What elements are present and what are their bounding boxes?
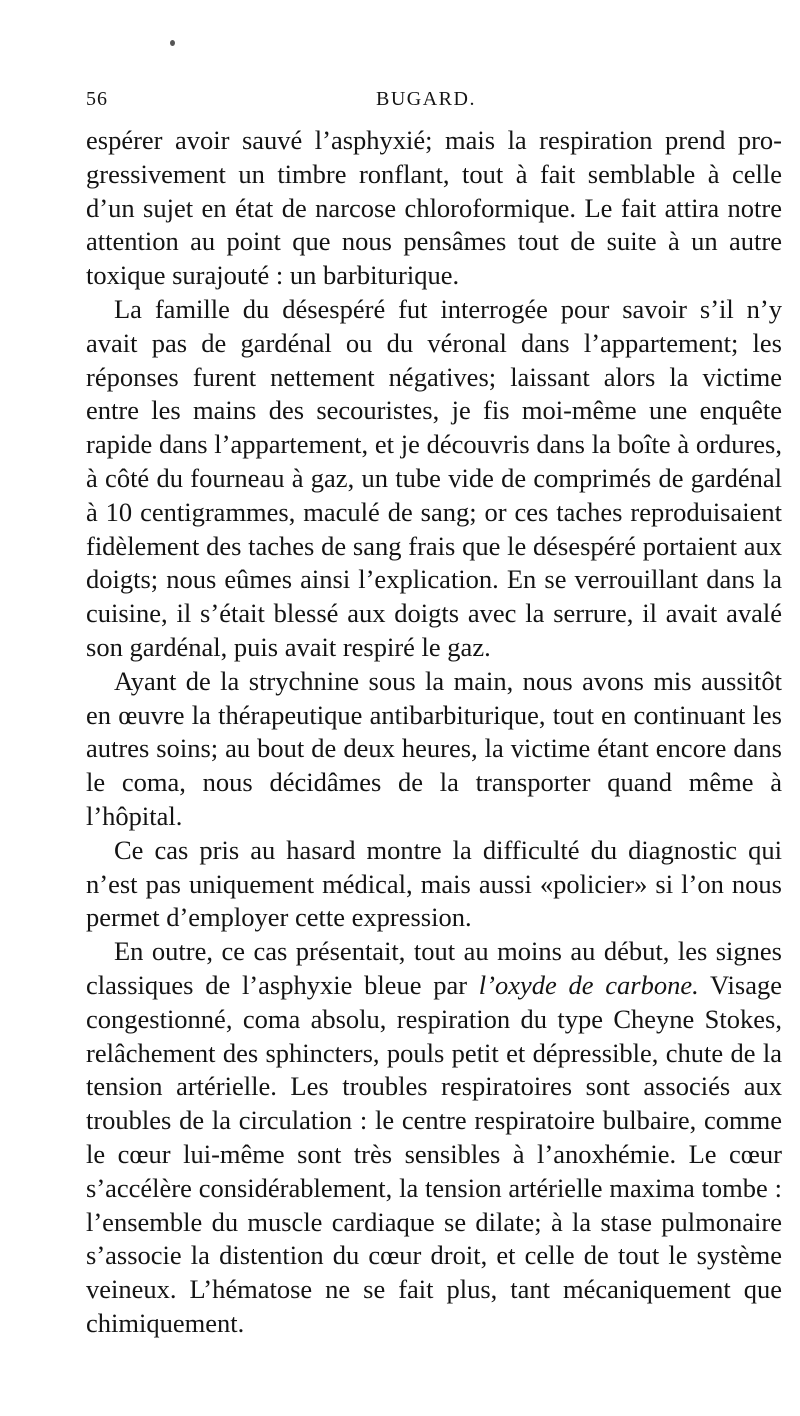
paragraph-5-rest: Visage congestionné, coma absolu, respiration du type Cheyne Stokes, relâchement des sphincters, pouls petit et dépressible, chute de la tension artérielle. Les troubles respiratoires sont associés aux troubles de la circulation : le centre respiratoire bulbaire, comme le cœur lui-même sont très sensibles à l’anoxhémie. Le cœur s’accélère considérablement, la tension artérielle maxima tombe : l’ensemble du muscle cardiaque se dilate; à la stase pulmonaire s’associe la distention du cœur droit, et celle de tout le système veineux. L’hématose ne se fait plus, tant mécaniquement que chimiquement. bbox=[86, 969, 782, 1338]
paragraph-1: espérer avoir sauvé l’asphyxié; mais la respiration prend progressivement un timbre ronflant, tout à fait semblable à celle d’un sujet en état de narcose chloroformique. Le fait attira notre attention au point que nous pensâmes tout de suite à un autre toxique surajouté : un barbiturique. bbox=[86, 125, 782, 291]
paragraph-2: La famille du désespéré fut interrogée pour savoir s’il n’y avait pas de gardénal ou du véronal dans l’appartement; les réponses furent nettement négatives; laissant alors la victime entre les mains des secouristes, je fis moi-même une enquête rapide dans l’appartement, et je découvris dans la boîte à ordures, à côté du fourneau à gaz, un tube vide de comprimés de gardénal à 10 centigrammes, maculé de sang; or ces taches reproduisaient fidèlement des taches de sang frais que le désespéré portaient aux doigts; nous eûmes ainsi l’explication. En se verrouillant dans la cuisine, il s’était blessé aux doigts avec la serrure, il avait avalé son gardénal, puis avait respiré le gaz. bbox=[86, 293, 782, 662]
running-head bbox=[86, 88, 782, 118]
paragraph-5-italic: l’oxyde de carbone. bbox=[478, 969, 699, 1000]
paragraph-4: Ce cas pris au hasard montre la difficulté du diagnostic qui n’est pas uniquement médical, mais aussi «policier» si l’on nous permet d’employer cette expression. bbox=[86, 834, 782, 933]
page-number: 56 bbox=[86, 88, 108, 110]
running-title: BUGARD. bbox=[376, 88, 476, 110]
paragraph-3: Ayant de la strychnine sous la main, nous avons mis aussitôt en œuvre la thérapeutique antibarbiturique, tout en continuant les autres soins; au bout de deux heures, la victime étant encore dans le coma, nous décidâmes de la transporter quand même à l’hôpital. bbox=[86, 665, 782, 831]
paragraph-5 bbox=[86, 935, 782, 1341]
body-text bbox=[86, 124, 782, 1341]
ink-speck bbox=[170, 40, 175, 46]
paragraph-5-lead: En outre, ce cas présentait, tout au moins au début, les signes classiques de l’asphyxie bleue par bbox=[86, 936, 782, 1000]
